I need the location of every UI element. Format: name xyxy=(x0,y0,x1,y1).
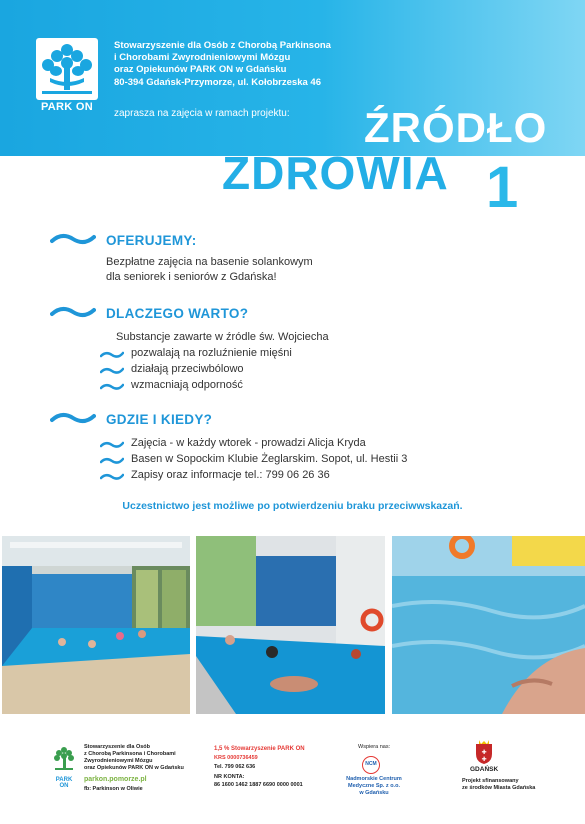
sponsor-line: w Gdańsku xyxy=(359,790,389,796)
org-line: 80-394 Gdańsk-Przymorze, ul. Kołobrzeska 46 xyxy=(114,77,321,89)
wave-icon xyxy=(50,232,96,246)
footer-org-line: z Chorobą Parkinsona i Chorobami xyxy=(84,751,176,757)
footer-website-link[interactable]: parkon.pomorze.pl xyxy=(84,776,147,783)
org-line: oraz Opiekunów PARK ON w Gdańsku xyxy=(114,63,287,75)
why-bullet: działają przeciwbólowo xyxy=(131,363,244,375)
project-title-number: 1 xyxy=(486,155,519,220)
where-bullet: Basen w Sopockim Klubie Żeglarskim. Sopot, ul. Hestii 3 xyxy=(131,453,408,465)
funding-line: Projekt sfinansowany xyxy=(462,778,519,784)
section-heading-why: DLACZEGO WARTO? xyxy=(106,306,249,321)
offer-line: dla seniorek i seniorów z Gdańska! xyxy=(106,271,277,283)
offer-line: Bezpłatne zajęcia na basenie solankowym xyxy=(106,256,313,268)
project-title-line2: ZDROWIA xyxy=(222,147,449,199)
section-heading-where: GDZIE I KIEDY? xyxy=(106,412,213,427)
project-title-line1: ŹRÓDŁO xyxy=(364,104,548,151)
tree-logo-icon xyxy=(36,38,98,100)
bullet-wave-icon xyxy=(100,440,124,449)
city-label: GDAŃSK xyxy=(470,766,499,773)
footer-org-text xyxy=(84,744,184,772)
org-line: i Chorobami Zwyrodnieniowymi Mózgu xyxy=(114,51,291,63)
pool-photo-1 xyxy=(2,536,190,714)
invite-text: zaprasza na zajęcia w ramach projektu: xyxy=(114,108,290,119)
footer-logo-label: PARK ON xyxy=(55,777,73,789)
svg-text:✚: ✚ xyxy=(481,756,487,763)
logo-label: PARK ON xyxy=(40,101,93,113)
sponsor-name xyxy=(334,776,414,797)
footer-phone: Tel. 799 062 636 xyxy=(214,764,256,770)
pool-photo-2 xyxy=(196,536,385,714)
bullet-wave-icon xyxy=(100,456,124,465)
footer-park-on-logo xyxy=(52,744,76,789)
krs-number: KRS 0000736459 xyxy=(214,755,258,761)
why-bullet: wzmacniają odporność xyxy=(131,379,243,391)
funding-line: ze środków Miasta Gdańska xyxy=(462,785,536,791)
footer-org-line: Zwyrodnieniowymi Mózgu xyxy=(84,758,153,764)
why-intro: Substancje zawarte w źródle św. Wojciecha xyxy=(116,331,329,343)
wave-icon xyxy=(50,305,96,319)
gdansk-coat-of-arms-icon xyxy=(474,740,494,764)
account-number: 86 1600 1462 1887 6690 0000 0001 xyxy=(214,782,303,788)
footer-facebook[interactable]: fb: Parkinson w Oliwie xyxy=(84,786,143,792)
offer-text xyxy=(106,255,313,285)
footer xyxy=(0,726,585,824)
footer-org-line: Stowarzyszenie dla Osób xyxy=(84,744,151,750)
header-band xyxy=(0,0,585,156)
organization-address xyxy=(114,40,331,89)
tree-logo-icon xyxy=(52,744,76,772)
bullet-wave-icon xyxy=(100,472,124,481)
funding-text xyxy=(462,778,535,792)
section-heading-offer: OFERUJEMY: xyxy=(106,233,197,248)
participation-note: Uczestnictwo jest możliwe po potwierdzeniu braku przeciwwskazań. xyxy=(122,500,463,512)
bullet-wave-icon xyxy=(100,350,124,359)
account-label: NR KONTA: xyxy=(214,774,245,780)
sponsor-line: Nadmorskie Centrum Medyczne Sp. z o.o. xyxy=(346,776,402,789)
support-label: Wspiera nas: xyxy=(358,744,391,750)
where-bullet: Zajęcia - w każdy wtorek - prowadzi Alicja Kryda xyxy=(131,437,366,449)
pool-photo-3 xyxy=(392,536,585,714)
donation-line: 1,5 % Stowarzyszenie PARK ON xyxy=(214,746,305,752)
ncm-logo-icon: NCM xyxy=(362,756,380,774)
bullet-wave-icon xyxy=(100,366,124,375)
svg-text:✚: ✚ xyxy=(481,749,487,756)
where-bullet: Zapisy oraz informacje tel.: 799 06 26 36 xyxy=(131,469,330,481)
park-on-logo xyxy=(36,38,98,118)
why-bullet: pozwalają na rozluźnienie mięśni xyxy=(131,347,292,359)
wave-icon xyxy=(50,411,96,425)
org-line: Stowarzyszenie dla Osób z Chorobą Parkinsona xyxy=(114,40,331,51)
footer-org-line: oraz Opiekunów PARK ON w Gdańsku xyxy=(84,765,184,771)
bullet-wave-icon xyxy=(100,382,124,391)
